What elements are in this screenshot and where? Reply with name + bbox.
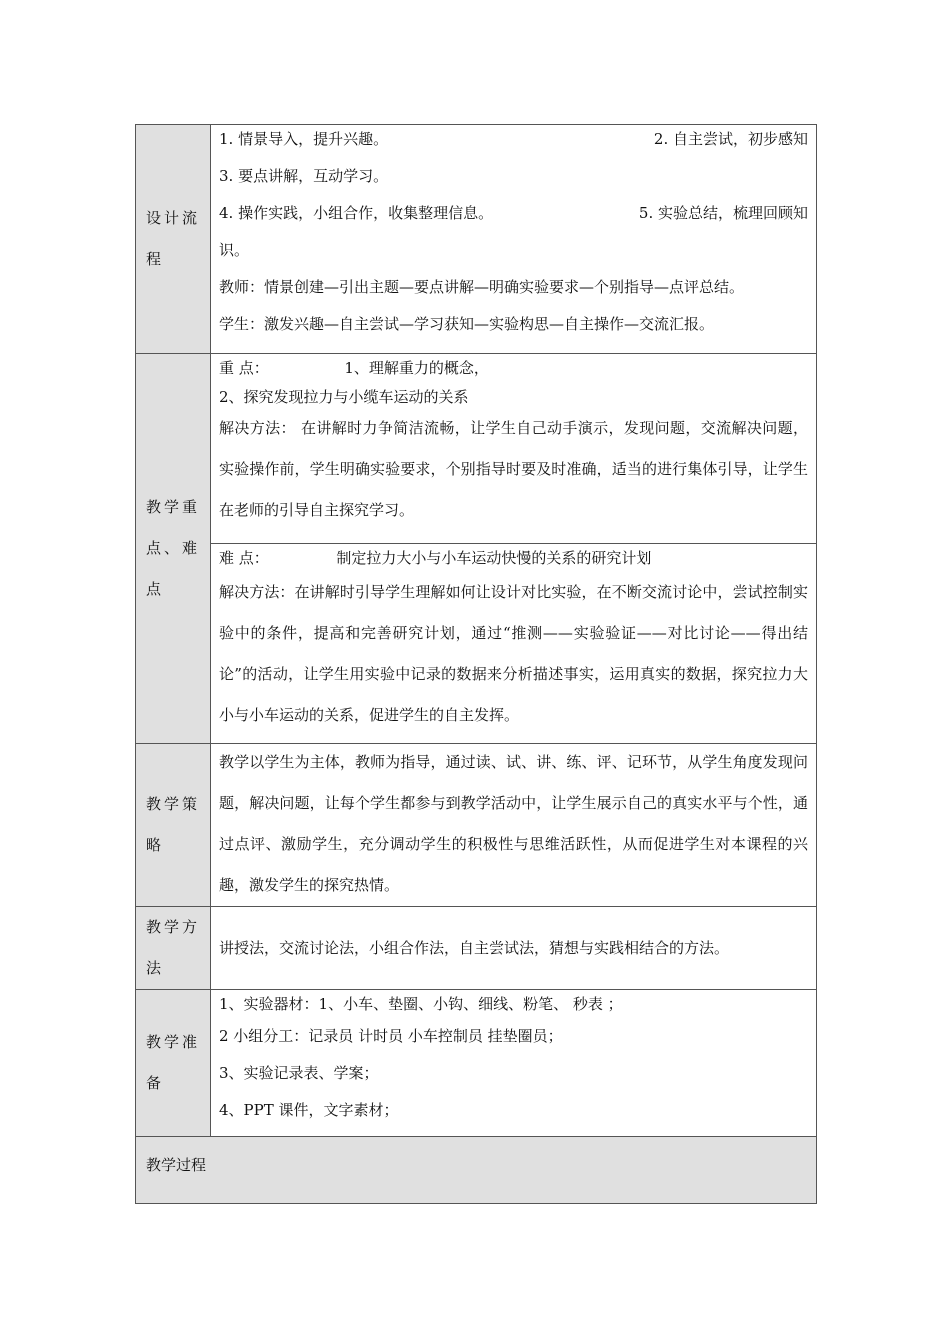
flow-step-4: 4. 操作实践，小组合作，收集整理信息。 <box>219 204 494 222</box>
key-points-label: 教学重点、难点 <box>146 498 201 598</box>
strategy-label: 教学策略 <box>146 795 201 854</box>
lesson-plan-table <box>135 124 817 1204</box>
prep-item-3: 3、实验记录表、学案； <box>219 1064 379 1082</box>
preparation-label-cell <box>136 990 211 1137</box>
strategy-text: 教学以学生为主体，教师为指导，通过读、试、讲、练、评、记环节，从学生角度发现问题，解决问题，让每个学生都参与到教学活动中，让学生展示自己的真实水平与个性，通过点评、激励学生，充分调动学生的积极性与思维活跃性，从而促进学生对本课程的兴趣，激发学生的探究热情。 <box>219 753 808 894</box>
difficulty-content <box>211 544 817 744</box>
strategy-content <box>211 744 817 907</box>
key-points-label-cell <box>136 354 211 744</box>
difficulty-method: 解决方法：在讲解时引导学生理解如何让设计对比实验，在不断交流讨论中，尝试控制实验中的条件，提高和完善研究计划，通过“推测——实验验证——对比讨论——得出结论”的活动，让学生用实验中记录的数据来分析描述事实，运用真实的数据，探究拉力大小与小车运动的关系，促进学生的自主发挥。 <box>219 583 808 724</box>
flow-step-5: 5. 实验总结，梳理回顾知 <box>638 204 808 222</box>
preparation-content <box>211 990 817 1137</box>
key-method: 解决方法： 在讲解时力争简洁流畅，让学生自己动手演示，发现问题，交流解决问题，实验操作前，学生明确实验要求，个别指导时要及时准确，适当的进行集体引导，让学生在老师的引导自主探究学习。 <box>219 419 808 519</box>
difficulty-title: 难 点： <box>219 549 269 567</box>
prep-item-1: 1、实验器材：1、小车、垫圈、小钩、细线、粉笔、 秒表 ； <box>219 995 623 1013</box>
process-label: 教学过程 <box>146 1156 207 1174</box>
flow-student: 学生：激发兴趣—自主尝试—学习获知—实验构思—自主操作—交流汇报。 <box>219 315 715 333</box>
preparation-row <box>136 990 817 1137</box>
methods-row <box>136 907 817 990</box>
flow-step-5-cont: 识。 <box>219 241 250 259</box>
design-flow-content <box>211 125 817 354</box>
design-flow-label-cell <box>136 125 211 354</box>
key-point-2: 2、探究发现拉力与小缆车运动的关系 <box>219 388 469 406</box>
flow-step-2: 2. 自主尝试，初步感知 <box>653 130 808 148</box>
methods-label-cell <box>136 907 211 990</box>
prep-item-4: 4、PPT 课件，文字素材； <box>219 1101 399 1119</box>
methods-content <box>211 907 817 990</box>
strategy-label-cell <box>136 744 211 907</box>
design-flow-row <box>136 125 817 354</box>
key-points-row <box>136 354 817 544</box>
flow-step-1: 1. 情景导入，提升兴趣。 <box>219 130 389 148</box>
difficulty-point: 制定拉力大小与小车运动快慢的关系的研究计划 <box>336 549 652 567</box>
methods-text: 讲授法，交流讨论法，小组合作法，自主尝试法，猜想与实践相结合的方法。 <box>219 938 730 957</box>
flow-teacher: 教师：情景创建—引出主题—要点讲解—明确实验要求—个别指导—点评总结。 <box>219 278 745 296</box>
flow-step-3: 3. 要点讲解，互动学习。 <box>219 167 389 185</box>
strategy-row <box>136 744 817 907</box>
key-points-content <box>211 354 817 544</box>
methods-label: 教学方法 <box>146 918 201 977</box>
process-row <box>136 1137 817 1204</box>
design-flow-label: 设计流程 <box>146 209 201 268</box>
difficulty-row <box>136 544 817 744</box>
prep-item-2: 2 小组分工：记录员 计时员 小车控制员 挂垫圈员； <box>219 1027 563 1045</box>
preparation-label: 教学准备 <box>146 1033 201 1092</box>
process-cell <box>136 1137 817 1204</box>
key-title: 重 点： <box>219 359 269 377</box>
key-point-1: 1、理解重力的概念， <box>344 359 489 377</box>
